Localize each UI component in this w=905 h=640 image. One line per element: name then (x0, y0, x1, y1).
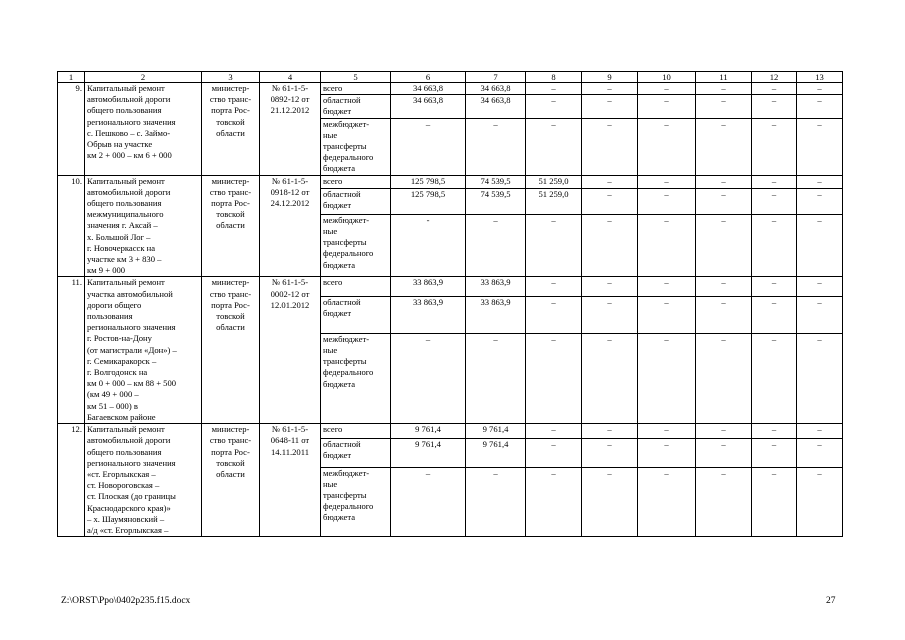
column-header: 13 (797, 72, 843, 83)
amount-cell: 34 663,8 (391, 83, 466, 95)
amount-cell: – (797, 296, 843, 333)
customer-name: министер- ство транс- порта Рос- товской области (202, 424, 260, 537)
contract-number: № 61-1-5- 0002-12 от 12.01.2012 (260, 277, 321, 424)
amount-cell: – (526, 83, 582, 95)
amount-cell: – (638, 467, 696, 537)
amount-cell: – (696, 333, 752, 423)
amount-cell: – (696, 214, 752, 277)
amount-cell: – (638, 175, 696, 188)
amount-cell: – (696, 83, 752, 95)
amount-cell: – (696, 175, 752, 188)
funding-source: межбюджет- ные трансферты федерального бюджета (321, 467, 391, 537)
amount-cell: – (797, 83, 843, 95)
amount-cell: – (391, 467, 466, 537)
amount-cell: – (526, 95, 582, 118)
amount-cell: – (638, 424, 696, 439)
amount-cell: 9 761,4 (391, 438, 466, 467)
amount-cell: 74 539,5 (466, 189, 526, 215)
amount-cell: – (797, 424, 843, 439)
amount-cell: – (696, 95, 752, 118)
column-header: 7 (466, 72, 526, 83)
amount-cell: – (526, 438, 582, 467)
row-number: 9. (58, 83, 85, 176)
amount-cell: – (391, 118, 466, 175)
column-header: 11 (696, 72, 752, 83)
amount-cell: – (797, 277, 843, 296)
amount-cell: – (582, 175, 638, 188)
amount-cell: – (466, 118, 526, 175)
contract-number: № 61-1-5- 0648-11 от 14.11.2011 (260, 424, 321, 537)
amount-cell: – (582, 277, 638, 296)
table-row (58, 83, 843, 95)
object-name: Капитальный ремонт автомобильной дороги общего пользования межмуниципального значения г. Аксай – х. Большой Лог – г. Новочеркасск на участке км 3 + 830 – км 9 + 000 (85, 175, 202, 277)
contract-number: № 61-1-5- 0892-12 от 21.12.2012 (260, 83, 321, 176)
contract-number: № 61-1-5- 0918-12 от 24.12.2012 (260, 175, 321, 277)
object-name: Капитальный ремонт автомобильной дороги общего пользования регионального значения «ст. Егорлыкская – ст. Новороговская – ст. Плоская (до границы Краснодарского края)» – х. Шаумяновский – а/д «ст. Егорлыкская – (85, 424, 202, 537)
amount-cell: 34 663,8 (466, 83, 526, 95)
column-header: 6 (391, 72, 466, 83)
table-row (58, 175, 843, 188)
amount-cell: 9 761,4 (391, 424, 466, 439)
amount-cell: – (696, 296, 752, 333)
amount-cell: – (638, 277, 696, 296)
amount-cell: – (638, 189, 696, 215)
amount-cell: 9 761,4 (466, 424, 526, 439)
column-header: 5 (321, 72, 391, 83)
table-row (58, 277, 843, 296)
amount-cell: – (526, 118, 582, 175)
amount-cell: – (752, 214, 797, 277)
amount-cell: – (797, 438, 843, 467)
funding-source: областной бюджет (321, 189, 391, 215)
funding-source: всего (321, 277, 391, 296)
amount-cell: – (638, 438, 696, 467)
amount-cell: – (752, 95, 797, 118)
column-header: 4 (260, 72, 321, 83)
amount-cell: – (797, 467, 843, 537)
amount-cell: 125 798,5 (391, 189, 466, 215)
funding-source: областной бюджет (321, 95, 391, 118)
amount-cell: – (582, 333, 638, 423)
amount-cell: – (526, 277, 582, 296)
funding-source: всего (321, 424, 391, 439)
amount-cell: – (752, 175, 797, 188)
amount-cell: – (752, 296, 797, 333)
column-header: 12 (752, 72, 797, 83)
funding-source: межбюджет- ные трансферты федерального бюджета (321, 214, 391, 277)
amount-cell: – (582, 438, 638, 467)
amount-cell: – (752, 333, 797, 423)
amount-cell: 51 259,0 (526, 189, 582, 215)
amount-cell: – (582, 95, 638, 118)
column-header: 9 (582, 72, 638, 83)
amount-cell: – (696, 118, 752, 175)
amount-cell: – (797, 189, 843, 215)
amount-cell: 125 798,5 (391, 175, 466, 188)
row-number: 12. (58, 424, 85, 537)
budget-table (57, 71, 843, 537)
amount-cell: – (466, 467, 526, 537)
amount-cell: – (638, 95, 696, 118)
customer-name: министер- ство транс- порта Рос- товской области (202, 277, 260, 424)
amount-cell: – (638, 214, 696, 277)
funding-source: областной бюджет (321, 296, 391, 333)
row-number: 11. (58, 277, 85, 424)
amount-cell: – (752, 118, 797, 175)
amount-cell: – (752, 189, 797, 215)
amount-cell: – (797, 95, 843, 118)
amount-cell: – (638, 83, 696, 95)
amount-cell: 33 863,9 (391, 277, 466, 296)
amount-cell: – (582, 296, 638, 333)
amount-cell: – (391, 333, 466, 423)
column-header: 3 (202, 72, 260, 83)
amount-cell: – (752, 424, 797, 439)
file-path: Z:\ORST\Ppo\0402p235.f15.docx (61, 596, 191, 606)
amount-cell: – (797, 333, 843, 423)
column-header: 1 (58, 72, 85, 83)
amount-cell: – (466, 214, 526, 277)
amount-cell: – (526, 333, 582, 423)
amount-cell: – (466, 333, 526, 423)
amount-cell: – (638, 118, 696, 175)
customer-name: министер- ство транс- порта Рос- товской области (202, 175, 260, 277)
object-name: Капитальный ремонт автомобильной дороги общего пользования регионального значения с. Пешково – с. Займо- Обрыв на участке км 2 + 000 – км 6 + 000 (85, 83, 202, 176)
funding-source: всего (321, 175, 391, 188)
page-number: 27 (826, 596, 836, 606)
amount-cell: – (582, 118, 638, 175)
amount-cell: – (582, 424, 638, 439)
amount-cell: 51 259,0 (526, 175, 582, 188)
amount-cell: – (696, 189, 752, 215)
amount-cell: – (582, 214, 638, 277)
amount-cell: – (582, 83, 638, 95)
table-row (58, 424, 843, 439)
amount-cell: – (752, 438, 797, 467)
amount-cell: – (638, 296, 696, 333)
column-header: 2 (85, 72, 202, 83)
amount-cell: 34 663,8 (391, 95, 466, 118)
amount-cell: – (526, 214, 582, 277)
amount-cell: – (752, 277, 797, 296)
funding-source: межбюджет- ные трансферты федерального бюджета (321, 333, 391, 423)
column-number-row (58, 72, 843, 83)
amount-cell: – (797, 175, 843, 188)
funding-source: всего (321, 83, 391, 95)
amount-cell: 74 539,5 (466, 175, 526, 188)
amount-cell: – (696, 424, 752, 439)
column-header: 10 (638, 72, 696, 83)
amount-cell: – (752, 467, 797, 537)
amount-cell: 33 863,9 (466, 296, 526, 333)
amount-cell: – (526, 296, 582, 333)
amount-cell: – (582, 189, 638, 215)
amount-cell: – (696, 277, 752, 296)
amount-cell: 33 863,9 (466, 277, 526, 296)
amount-cell: - (391, 214, 466, 277)
amount-cell: – (797, 214, 843, 277)
object-name: Капитальный ремонт участка автомобильной дороги общего пользования регионального значения г. Ростов-на-Дону (от магистрали «Дон») – г. Семикаракорск – г. Волгодонск на км 0 + 000 – км 88 + 500 (км 49 + 000 – км 51 – 000) в Багаевском районе (85, 277, 202, 424)
funding-source: областной бюджет (321, 438, 391, 467)
row-number: 10. (58, 175, 85, 277)
amount-cell: 33 863,9 (391, 296, 466, 333)
amount-cell: – (696, 467, 752, 537)
amount-cell: – (582, 467, 638, 537)
amount-cell: – (526, 467, 582, 537)
amount-cell: – (696, 438, 752, 467)
amount-cell: – (797, 118, 843, 175)
amount-cell: – (526, 424, 582, 439)
amount-cell: 34 663,8 (466, 95, 526, 118)
column-header: 8 (526, 72, 582, 83)
funding-source: межбюджет- ные трансферты федерального бюджета (321, 118, 391, 175)
customer-name: министер- ство транс- порта Рос- товской области (202, 83, 260, 176)
amount-cell: 9 761,4 (466, 438, 526, 467)
amount-cell: – (752, 83, 797, 95)
amount-cell: – (638, 333, 696, 423)
